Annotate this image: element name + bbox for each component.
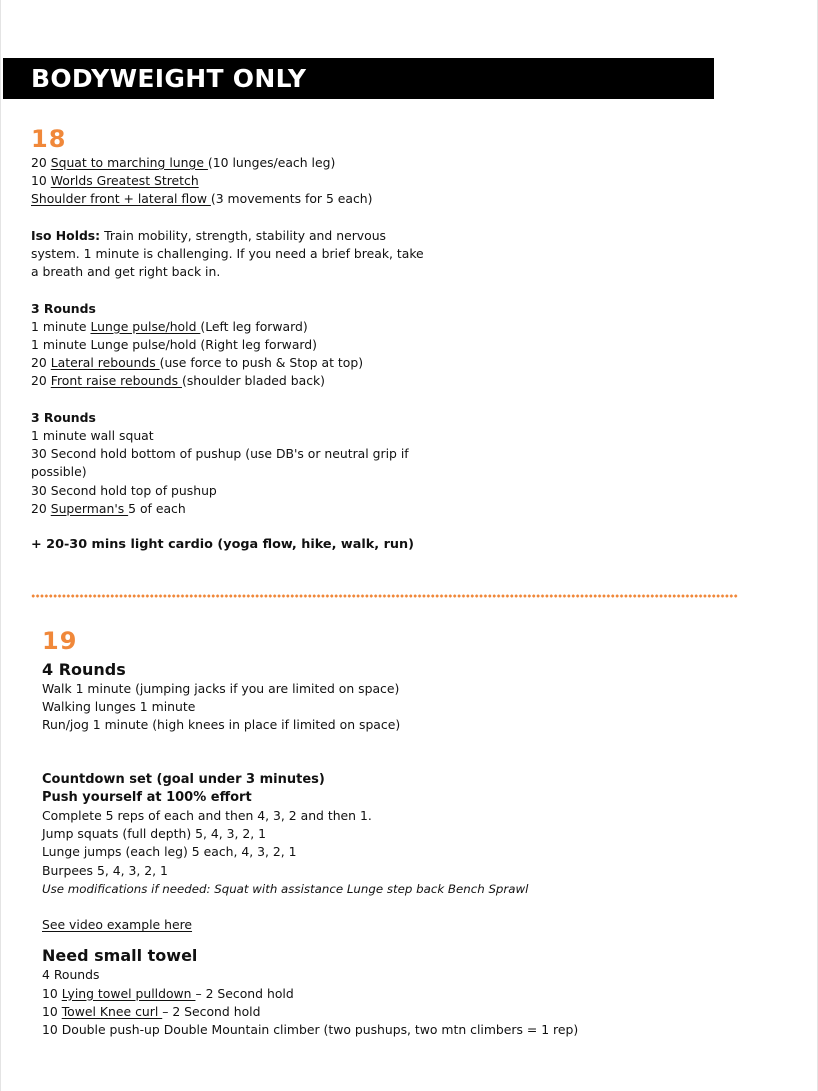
rounds-title: 4 Rounds [42, 660, 126, 679]
list-item [31, 354, 424, 372]
line-prefix: 10 [42, 985, 62, 1001]
day-number: 19 [42, 627, 78, 655]
exercise-link[interactable]: Squat to marching lunge [50, 155, 208, 170]
list-item [31, 318, 424, 336]
list-item: 30 Second hold bottom of pushup (use DB's or neutral grip if [31, 446, 409, 462]
list-item [31, 154, 424, 172]
line-suffix: 5 of each [128, 500, 186, 516]
list-item: Walk 1 minute (jumping jacks if you are limited on space) [42, 681, 400, 696]
list-item [31, 500, 424, 518]
paragraph-line: system. 1 minute is challenging. If you need a brief break, take [31, 246, 424, 261]
list-item: Complete 5 reps of each and then 4, 3, 2 and then 1. [42, 808, 372, 824]
line-prefix: 10 [31, 173, 51, 189]
day-number: 18 [31, 125, 67, 153]
cardio-note: + 20-30 mins light cardio (yoga flow, hike, walk, run) [31, 537, 414, 553]
list-item [31, 190, 424, 208]
list-item: possible) [31, 464, 87, 480]
set-2 [31, 409, 424, 518]
rounds-list [42, 680, 578, 735]
list-item: Jump squats (full depth) 5, 4, 3, 2, 1 [42, 826, 267, 842]
line-prefix: 1 minute Lunge pulse/hold (Right leg forward) [31, 337, 317, 352]
exercise-link[interactable]: Shoulder front + lateral flow [31, 191, 211, 207]
exercise-link[interactable]: Lying towel pulldown [61, 985, 196, 1001]
exercise-link[interactable]: Lateral rebounds [50, 355, 160, 371]
video-example-link[interactable]: See video example here [42, 917, 193, 933]
line-prefix: 10 [42, 1003, 62, 1019]
line-suffix: – 2 Second hold [162, 1003, 261, 1019]
exercise-link[interactable]: Worlds Greatest Stretch [50, 173, 199, 189]
exercise-link[interactable]: Lunge pulse/hold [90, 318, 201, 334]
line-suffix: (use force to push & Stop at top) [159, 355, 364, 371]
list-item [31, 172, 424, 190]
list-item [42, 985, 578, 1003]
list-item [42, 1003, 578, 1021]
list-item: Burpees 5, 4, 3, 2, 1 [42, 862, 168, 878]
list-item: Walking lunges 1 minute [42, 699, 196, 715]
list-item: 30 Second hold top of pushup [31, 482, 217, 498]
set-1 [31, 300, 424, 391]
day-19-section [42, 628, 578, 1039]
line-suffix: (3 movements for 5 each) [210, 191, 373, 207]
warmup-list [31, 154, 424, 209]
paragraph-line [31, 227, 424, 245]
list-item: 10 Double push-up Double Mountain climber (two pushups, two mtn climbers = 1 rep) [42, 1022, 579, 1038]
line-suffix: (Left leg forward) [200, 318, 308, 334]
exercise-link[interactable]: Front raise rebounds [50, 373, 182, 389]
set-title: 3 Rounds [31, 409, 96, 425]
list-item: 1 minute wall squat [31, 428, 154, 443]
line-prefix: 20 [31, 373, 51, 389]
set-title: 3 Rounds [31, 300, 96, 316]
iso-holds-paragraph [31, 227, 424, 282]
page-edge-left [0, 0, 1, 1091]
exercise-link[interactable]: Towel Knee curl [61, 1003, 163, 1019]
line-text: Train mobility, strength, stability and nervous [100, 227, 387, 243]
line-suffix: (10 lunges/each leg) [207, 155, 336, 170]
towel-title: Need small towel [42, 946, 198, 966]
line-prefix: 20 [31, 355, 51, 371]
section-banner: BODYWEIGHT ONLY [3, 58, 714, 99]
section-divider [31, 593, 738, 599]
towel-rounds: 4 Rounds [42, 967, 100, 983]
line-prefix: 1 minute [31, 318, 91, 334]
list-item: Lunge jumps (each leg) 5 each, 4, 3, 2, 1 [42, 844, 297, 860]
list-item: Run/jog 1 minute (high knees in place if limited on space) [42, 717, 401, 733]
list-item [31, 336, 424, 354]
countdown-subtitle: Push yourself at 100% effort [42, 789, 252, 805]
line-suffix: (shoulder bladed back) [182, 373, 326, 389]
line-suffix: – 2 Second hold [195, 985, 294, 1001]
paragraph-line: a breath and get right back in. [31, 264, 221, 280]
list-item [31, 372, 424, 390]
exercise-link[interactable]: Superman's [50, 500, 129, 516]
towel-list [42, 985, 578, 1040]
countdown-list [42, 807, 578, 880]
iso-holds-label: Iso Holds: [31, 227, 101, 243]
day-18-section [31, 126, 424, 554]
countdown-title: Countdown set (goal under 3 minutes) [42, 771, 325, 787]
modifications-note: Use modifications if needed: Squat with assistance Lunge step back Bench Sprawl [42, 881, 529, 896]
line-prefix: 20 [31, 500, 51, 516]
line-prefix: 20 [31, 155, 51, 170]
